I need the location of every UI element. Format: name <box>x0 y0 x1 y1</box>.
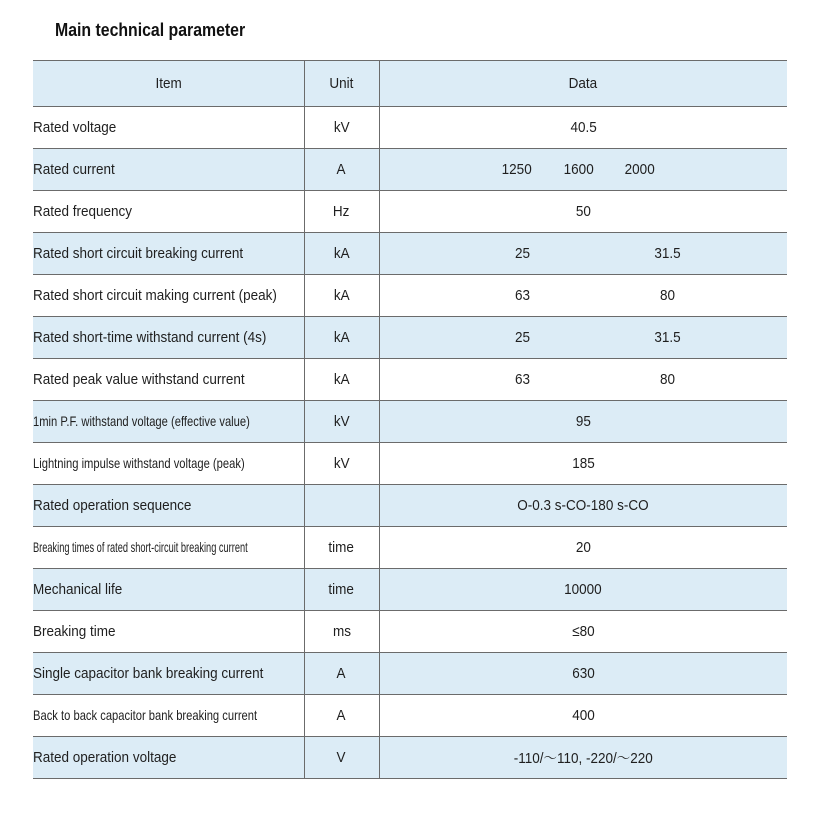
row-unit <box>304 485 379 527</box>
table-row <box>33 191 787 233</box>
table-row <box>33 527 787 569</box>
row-unit: V <box>304 737 379 779</box>
row-item: Rated current <box>33 149 304 191</box>
data-value: 25 <box>514 245 530 262</box>
table-row <box>33 653 787 695</box>
table-row <box>33 695 787 737</box>
data-value: 1600 <box>563 161 594 178</box>
row-item: Rated short circuit making current (peak) <box>33 275 304 317</box>
row-unit: kA <box>304 275 379 317</box>
row-unit: kV <box>304 401 379 443</box>
data-value: 63 <box>514 287 530 304</box>
row-unit: kA <box>304 359 379 401</box>
row-item: Breaking time <box>33 611 304 653</box>
row-data <box>379 275 787 317</box>
table-row <box>33 149 787 191</box>
row-data: 50 <box>379 191 787 233</box>
row-unit: time <box>304 569 379 611</box>
row-data <box>379 317 787 359</box>
table-row <box>33 737 787 779</box>
row-unit: kV <box>304 107 379 149</box>
row-data: ≤80 <box>379 611 787 653</box>
row-data: 630 <box>379 653 787 695</box>
table-row <box>33 443 787 485</box>
data-value: 1250 <box>501 161 532 178</box>
table-row <box>33 485 787 527</box>
row-data: 95 <box>379 401 787 443</box>
row-data: 400 <box>379 695 787 737</box>
table-row <box>33 359 787 401</box>
row-item: Rated operation voltage <box>33 737 304 779</box>
row-data: 185 <box>379 443 787 485</box>
row-item: Rated short circuit breaking current <box>33 233 304 275</box>
table-row <box>33 401 787 443</box>
data-value: 25 <box>514 329 530 346</box>
table-row <box>33 569 787 611</box>
row-data <box>379 359 787 401</box>
row-data: O-0.3 s-CO-180 s-CO <box>379 485 787 527</box>
row-unit: kA <box>304 317 379 359</box>
row-data <box>379 233 787 275</box>
row-unit: A <box>304 695 379 737</box>
row-unit: A <box>304 149 379 191</box>
row-item: Mechanical life <box>33 569 304 611</box>
table-header-row <box>33 61 787 107</box>
row-item: Rated peak value withstand current <box>33 359 304 401</box>
data-value: 31.5 <box>653 245 681 262</box>
table-row <box>33 317 787 359</box>
row-data <box>379 149 787 191</box>
row-data: 10000 <box>379 569 787 611</box>
header-item: Item <box>33 61 304 107</box>
page-title: Main technical parameter <box>55 20 246 40</box>
header-data: Data <box>379 61 787 107</box>
row-item: Rated voltage <box>33 107 304 149</box>
row-item: Rated frequency <box>33 191 304 233</box>
table-row <box>33 611 787 653</box>
row-item: Rated short-time withstand current (4s) <box>33 317 304 359</box>
row-unit: A <box>304 653 379 695</box>
row-data: 20 <box>379 527 787 569</box>
data-value: 2000 <box>624 161 655 178</box>
row-item: Rated operation sequence <box>33 485 304 527</box>
row-item: Breaking times of rated short-circuit breaking current <box>33 527 304 569</box>
row-item: Single capacitor bank breaking current <box>33 653 304 695</box>
data-value: 80 <box>659 371 675 388</box>
row-unit: kA <box>304 233 379 275</box>
row-unit: kV <box>304 443 379 485</box>
row-item: Back to back capacitor bank breaking current <box>33 695 304 737</box>
row-data: 40.5 <box>379 107 787 149</box>
data-value: 31.5 <box>653 329 681 346</box>
data-value: 63 <box>514 371 530 388</box>
data-value: 80 <box>659 287 675 304</box>
table-row <box>33 275 787 317</box>
table-row <box>33 233 787 275</box>
parameter-table <box>33 60 787 779</box>
header-unit: Unit <box>304 61 379 107</box>
row-item: Lightning impulse withstand voltage (peak) <box>33 443 304 485</box>
row-data: -110/～110, -220/～220 <box>379 737 787 779</box>
row-item: 1min P.F. withstand voltage (effective value) <box>33 401 304 443</box>
row-unit: time <box>304 527 379 569</box>
row-unit: Hz <box>304 191 379 233</box>
table-row <box>33 107 787 149</box>
row-unit: ms <box>304 611 379 653</box>
